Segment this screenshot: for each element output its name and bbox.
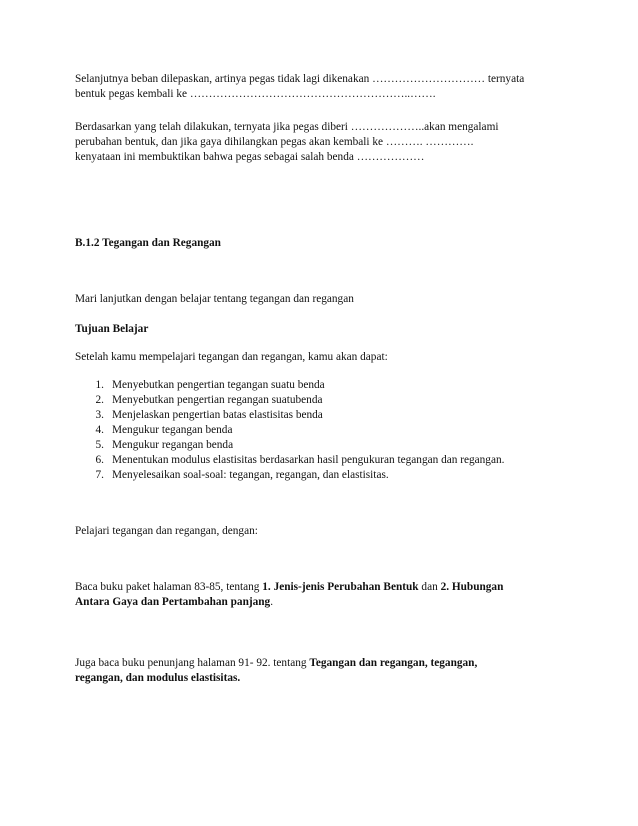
list-item bbox=[75, 438, 595, 453]
text-segment: Baca buku paket halaman 83-85, tentang bbox=[75, 581, 263, 593]
list-item bbox=[75, 378, 595, 393]
list-text: Menentukan modulus elastisitas berdasarkan hasil pengukuran tegangan dan regangan. bbox=[112, 454, 505, 466]
text-segment: dan bbox=[418, 581, 441, 593]
text-segment: . bbox=[270, 596, 274, 608]
text-line: Selanjutnya beban dilepaskan, artinya pegas tidak lagi dikenakan ………………………… ternyata bbox=[75, 73, 525, 85]
tujuan-heading: Tujuan Belajar bbox=[75, 323, 149, 335]
text-line: bentuk pegas kembali ke …………………………………………………..……. bbox=[75, 88, 436, 100]
intro-text: Mari lanjutkan dengan belajar tentang tegangan dan regangan bbox=[75, 293, 354, 305]
list-text: Menjelaskan pengertian batas elastisitas benda bbox=[112, 409, 323, 421]
list-number: 2. bbox=[95, 394, 104, 406]
objectives-list bbox=[75, 378, 595, 483]
section-heading: B.1.2 Tegangan dan Regangan bbox=[75, 237, 221, 249]
pelajari-text: Pelajari tegangan dan regangan, dengan: bbox=[75, 525, 258, 537]
text-line bbox=[75, 656, 575, 671]
list-number: 4. bbox=[95, 424, 104, 436]
list-item bbox=[75, 468, 595, 483]
list-number: 1. bbox=[95, 379, 104, 391]
text-segment: Juga baca buku penunjang halaman 91- 92. tentang bbox=[75, 657, 310, 669]
text-line: kenyataan ini membuktikan bahwa pegas sebagai salah benda ……………… bbox=[75, 151, 425, 163]
text-line bbox=[75, 671, 575, 686]
topic-modulus: regangan, dan modulus elastisitas. bbox=[75, 672, 241, 684]
topic-tegangan-regangan: Tegangan dan regangan, tegangan, bbox=[309, 657, 478, 669]
paragraph-baca-paket bbox=[75, 580, 565, 610]
list-item bbox=[75, 408, 595, 423]
paragraph-pegas-dilepas bbox=[75, 72, 575, 102]
paragraph-kesimpulan-pegas bbox=[75, 120, 575, 165]
list-number: 3. bbox=[95, 409, 104, 421]
list-item bbox=[75, 393, 595, 408]
list-text: Mengukur regangan benda bbox=[112, 439, 234, 451]
list-text: Menyebutkan pengertian regangan suatubenda bbox=[112, 394, 323, 406]
list-text: Menyebutkan pengertian tegangan suatu benda bbox=[112, 379, 325, 391]
text-line: Berdasarkan yang telah dilakukan, ternyata jika pegas diberi ………………..akan mengalami bbox=[75, 121, 499, 133]
paragraph-baca-penunjang bbox=[75, 656, 575, 686]
list-number: 6. bbox=[95, 454, 104, 466]
topic-jenis-perubahan: 1. Jenis-jenis Perubahan Bentuk bbox=[262, 581, 419, 593]
topic-hubungan-cont: Antara Gaya dan Pertambahan panjang bbox=[75, 596, 271, 608]
text-line bbox=[75, 580, 565, 595]
list-number: 7. bbox=[95, 469, 104, 481]
list-text: Mengukur tegangan benda bbox=[112, 424, 233, 436]
list-item bbox=[75, 453, 595, 468]
text-line: perubahan bentuk, dan jika gaya dihilangkan pegas akan kembali ke ………. …………. bbox=[75, 136, 474, 148]
text-line bbox=[75, 595, 565, 610]
list-item bbox=[75, 423, 595, 438]
list-text: Menyelesaikan soal-soal: tegangan, regangan, dan elastisitas. bbox=[112, 469, 389, 481]
tujuan-intro: Setelah kamu mempelajari tegangan dan regangan, kamu akan dapat: bbox=[75, 351, 388, 363]
topic-hubungan: 2. Hubungan bbox=[440, 581, 504, 593]
list-number: 5. bbox=[95, 439, 104, 451]
